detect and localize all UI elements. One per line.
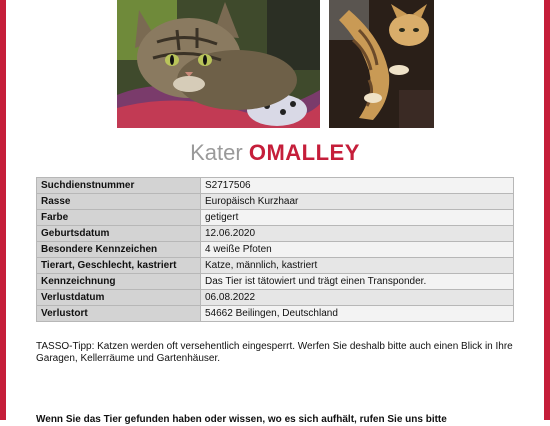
- row-value: Europäisch Kurzhaar: [201, 194, 514, 210]
- page-title: [0, 139, 550, 167]
- row-value: 4 weiße Pfoten: [201, 242, 514, 258]
- row-label: Rasse: [37, 194, 201, 210]
- row-label: Kennzeichnung: [37, 274, 201, 290]
- table-row: [37, 210, 514, 226]
- tabby-cat-photo-lying-icon: [329, 0, 434, 128]
- cat-photo-1: [117, 0, 320, 128]
- table-row: [37, 226, 514, 242]
- right-border: [544, 0, 550, 420]
- left-border: [0, 0, 6, 420]
- row-value: S2717506: [201, 178, 514, 194]
- row-label: Verlustort: [37, 306, 201, 322]
- row-value: Katze, männlich, kastriert: [201, 258, 514, 274]
- row-label: Verlustdatum: [37, 290, 201, 306]
- table-row: [37, 242, 514, 258]
- contact-instruction: Wenn Sie das Tier gefunden haben oder wissen, wo es sich aufhält, rufen Sie uns bitte: [36, 414, 447, 425]
- row-value: 54662 Beilingen, Deutschland: [201, 306, 514, 322]
- title-prefix: Kater: [190, 140, 243, 165]
- table-row: [37, 178, 514, 194]
- row-label: Besondere Kennzeichen: [37, 242, 201, 258]
- table-row: [37, 274, 514, 290]
- table-row: [37, 258, 514, 274]
- tabby-cat-photo-portrait-icon: [117, 0, 320, 128]
- row-value: 12.06.2020: [201, 226, 514, 242]
- row-value: Das Tier ist tätowiert und trägt einen Transponder.: [201, 274, 514, 290]
- title-name: OMALLEY: [248, 140, 360, 165]
- row-label: Geburtsdatum: [37, 226, 201, 242]
- table-row: [37, 306, 514, 322]
- table-row: [37, 290, 514, 306]
- row-value: 06.08.2022: [201, 290, 514, 306]
- tasso-tip: TASSO-Tipp: Katzen werden oft versehentlich eingesperrt. Werfen Sie deshalb bitte auch einen Blick in Ihre Garagen, Kellerräume und Gartenhäuser.: [36, 341, 513, 364]
- table-row: [37, 194, 514, 210]
- cat-photo-2: [329, 0, 434, 128]
- row-label: Suchdienstnummer: [37, 178, 201, 194]
- details-table: [36, 177, 514, 322]
- row-label: Farbe: [37, 210, 201, 226]
- row-label: Tierart, Geschlecht, kastriert: [37, 258, 201, 274]
- row-value: getigert: [201, 210, 514, 226]
